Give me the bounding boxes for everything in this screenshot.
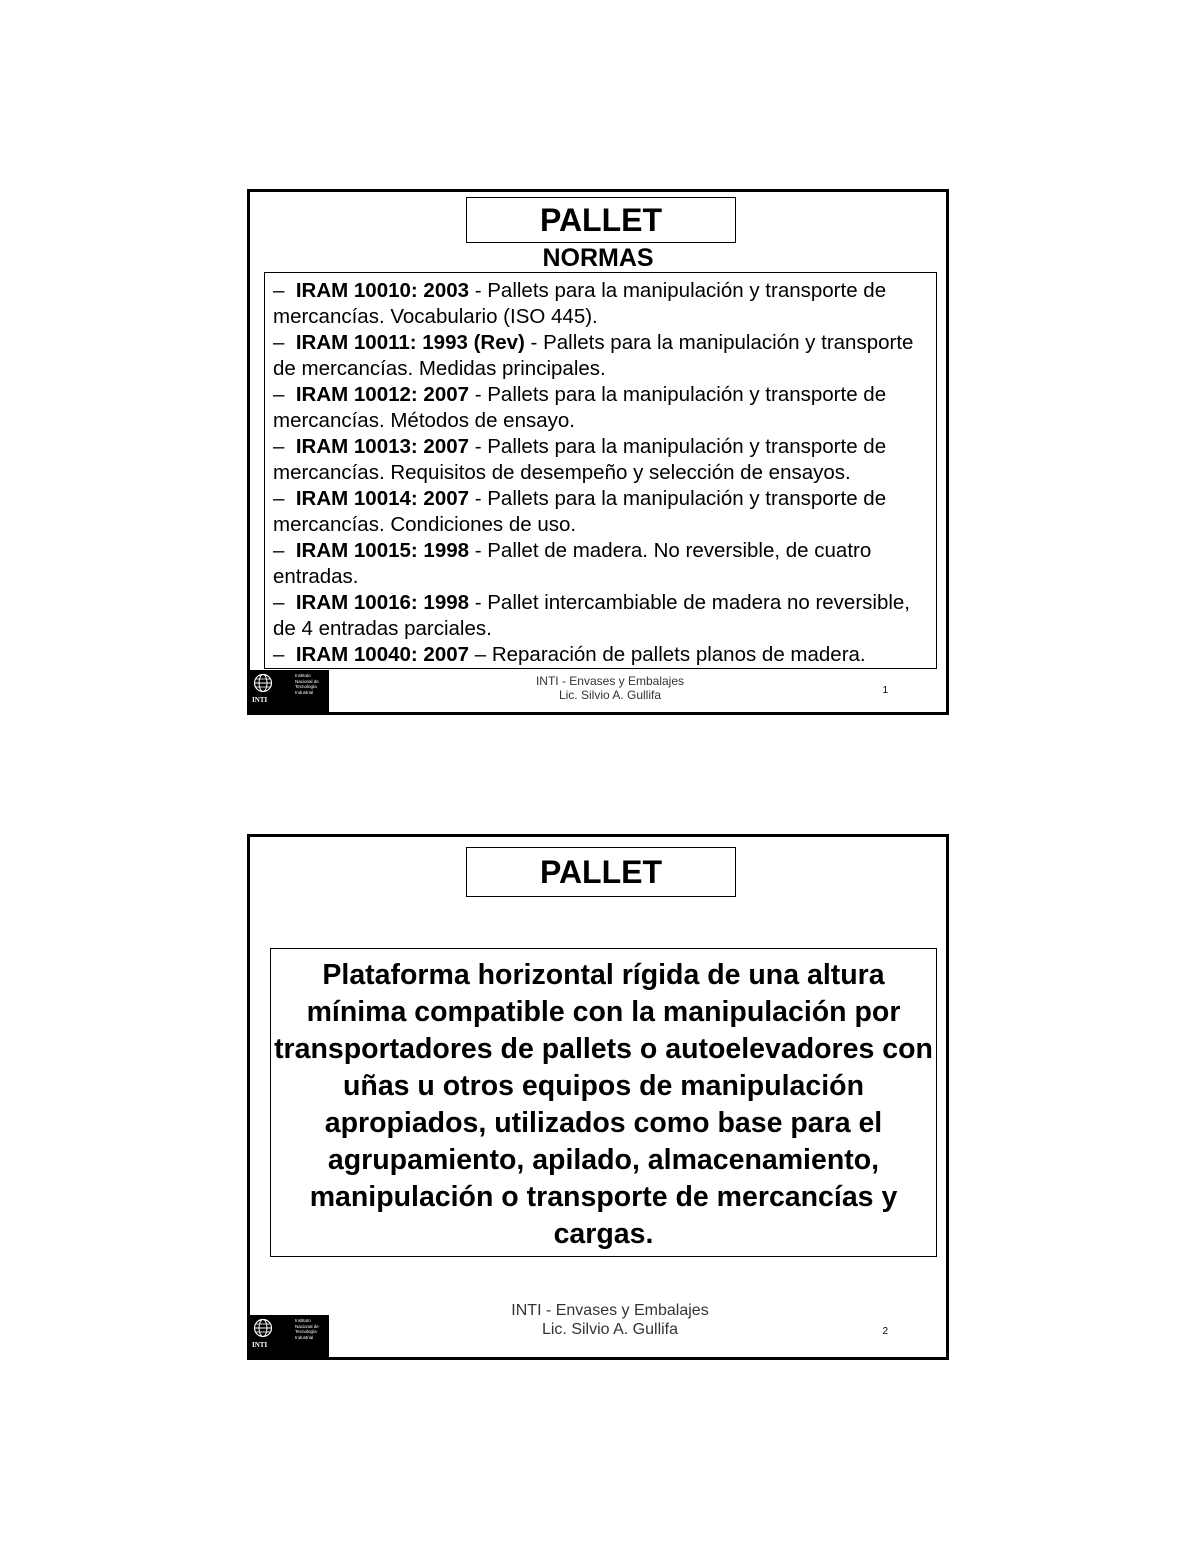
norm-item: – IRAM 10012: 2007 - Pallets para la manipulación y transporte de mercancías. Métodos de ensayo. — [273, 383, 887, 432]
globe-icon — [253, 1318, 273, 1338]
footer-author: Lic. Silvio A. Gullifa — [541, 1321, 679, 1338]
page-number: 2 — [882, 1326, 888, 1337]
norm-item: – IRAM 10014: 2007 - Pallets para la manipulación y transporte de mercancías. Condiciones de uso. — [273, 487, 887, 536]
footer-author: Lic. Silvio A. Gullifa — [558, 688, 662, 702]
norm-description: Reparación de pallets planos de madera. — [491, 643, 866, 666]
slide-subtitle: NORMAS — [542, 244, 654, 272]
definition-text: Plataforma horizontal rígida de una altura mínima compatible con la manipulación por transportadores de pallets o autoelevadores con uñas u otros equipos de manipulación apropiados, utilizados como base para el agrupamiento, apilado, almacenamiento, manipulación o transporte de mercancías y cargas. — [270, 948, 937, 1257]
norm-description: Pallets para la manipulación y transporte de mercancías. Medidas principales. — [273, 331, 914, 380]
logo-acronym: INTI — [252, 696, 268, 704]
norm-code: IRAM 10011: 1993 (Rev) — [295, 331, 525, 354]
norm-description: Pallet de madera. No reversible, de cuatro entradas. — [273, 539, 872, 588]
slide-title: PALLET — [466, 847, 736, 897]
norm-code: IRAM 10014: 2007 — [295, 487, 470, 510]
logo-label: Instituto Nacional de Tecnología Industrial — [295, 673, 319, 695]
norms-list — [264, 272, 937, 669]
footer-org: INTI - Envases y Embalajes — [535, 674, 685, 688]
norm-item: – IRAM 10040: 2007 – Reparación de pallets planos de madera. — [273, 643, 866, 666]
norm-code: IRAM 10040: 2007 — [295, 643, 470, 666]
logo-acronym: INTI — [252, 1341, 268, 1349]
norm-description: Pallet intercambiable de madera no reversible, de 4 entradas parciales. — [273, 591, 911, 640]
slide-footer — [480, 674, 740, 702]
norm-item: – IRAM 10010: 2003 - Pallets para la manipulación y transporte de mercancías. Vocabulario (ISO 445). — [273, 279, 887, 328]
norm-item: – IRAM 10015: 1998 - Pallet de madera. No reversible, de cuatro entradas. — [273, 539, 872, 588]
inti-logo — [250, 1315, 329, 1357]
norm-description: Pallets para la manipulación y transporte de mercancías. Condiciones de uso. — [273, 487, 887, 536]
inti-logo — [250, 670, 329, 712]
norm-description: Pallets para la manipulación y transporte de mercancías. Métodos de ensayo. — [273, 383, 887, 432]
norm-code: IRAM 10010: 2003 — [295, 279, 470, 302]
norm-description: Pallets para la manipulación y transporte de mercancías. Vocabulario (ISO 445). — [273, 279, 887, 328]
footer-org: INTI - Envases y Embalajes — [511, 1302, 709, 1319]
slide-footer — [480, 1301, 740, 1339]
norm-code: IRAM 10015: 1998 — [295, 539, 470, 562]
norm-code: IRAM 10013: 2007 — [295, 435, 470, 458]
slide-1 — [247, 189, 949, 715]
norm-item: – IRAM 10011: 1993 (Rev) - Pallets para la manipulación y transporte de mercancías. Medidas principales. — [273, 331, 914, 380]
slide-2 — [247, 834, 949, 1360]
slide-title: PALLET — [466, 197, 736, 243]
norm-description: Pallets para la manipulación y transporte de mercancías. Requisitos de desempeño y selección de ensayos. — [273, 435, 887, 484]
norm-item: – IRAM 10016: 1998 - Pallet intercambiable de madera no reversible, de 4 entradas parciales. — [273, 591, 911, 640]
logo-label: Instituto Nacional de Tecnología Industrial — [295, 1318, 319, 1340]
norm-code: IRAM 10016: 1998 — [295, 591, 470, 614]
page-number: 1 — [882, 685, 888, 696]
globe-icon — [253, 673, 273, 693]
norm-item: – IRAM 10013: 2007 - Pallets para la manipulación y transporte de mercancías. Requisitos de desempeño y selección de ensayos. — [273, 435, 887, 484]
norm-code: IRAM 10012: 2007 — [295, 383, 470, 406]
